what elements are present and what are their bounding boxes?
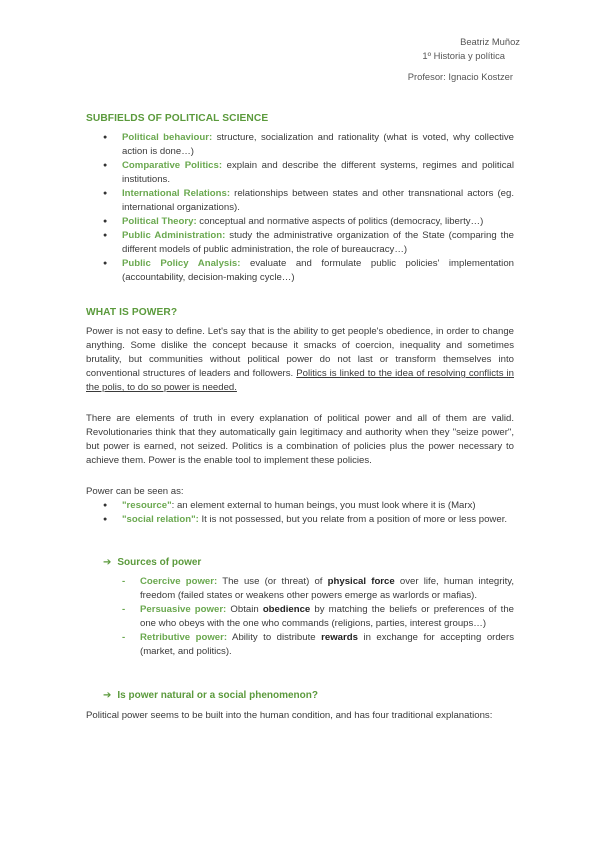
subfield-text: relationships between states and other transnational actors (eg. international organizations). <box>122 188 514 213</box>
list-item <box>86 499 514 513</box>
arrow-right-icon: ➔ <box>103 557 112 568</box>
source-pre: The use (or threat) of <box>217 576 328 587</box>
subfield-text: evaluate and formulate public policies' implementation (accountability, decision-making cycle…) <box>122 258 514 283</box>
list-item <box>122 603 514 631</box>
seen-as-list <box>86 499 514 527</box>
subfield-text: explain and describe the different systems, regimes and political institutions. <box>122 160 514 185</box>
subfield-term: Comparative Politics: <box>122 160 223 171</box>
source-post: over life, human integrity, freedom (failed states or weakens other powers emerge as warlords or mafias). <box>140 576 514 601</box>
seen-term: "social relation": <box>122 514 199 525</box>
power-heading: WHAT IS POWER? <box>86 307 178 318</box>
sources-title: Sources of power <box>117 557 202 568</box>
seen-text: It is not possessed, but you relate from a position of more or less power. <box>198 514 508 525</box>
natural-title: Is power natural or a social phenomenon? <box>117 690 318 701</box>
list-item <box>122 575 514 603</box>
source-post: in exchange for accepting orders (market, and politics). <box>140 632 515 657</box>
subfield-term: Political Theory: <box>122 216 197 227</box>
subfield-term: Public Administration: <box>122 230 226 241</box>
list-item <box>86 159 514 187</box>
power-p1-underlined: Politics is linked to the idea of resolving conflicts in the polis, to do so power is needed. <box>86 368 514 393</box>
author-name: Beatriz Muñoz <box>460 36 520 47</box>
arrow-right-icon: ➔ <box>103 690 112 701</box>
professor-label: Profesor: Ignacio Kostzer <box>407 71 513 82</box>
seen-text: : an element external to human beings, you must look where it is (Marx) <box>171 500 476 511</box>
source-term: Persuasive power: <box>140 604 227 615</box>
subfield-text: study the administrative organization of the State (comparing the different models of public administration, the role of bureaucracy…) <box>122 230 514 255</box>
list-item <box>86 229 514 257</box>
sources-heading <box>103 556 201 570</box>
list-item <box>86 257 514 285</box>
subfield-text: conceptual and normative aspects of politics (democracy, liberty…) <box>196 216 484 227</box>
subfield-term: International Relations: <box>122 188 231 199</box>
list-item <box>86 513 514 527</box>
list-item <box>86 187 514 215</box>
power-paragraph-2: There are elements of truth in every explanation of political power and all of them are valid. Revolutionaries think that they automatically gain legitimacy and authority when they "seize power", but power is earned, not seized. Politics is a combination of policies plus the power necessary to achieve them. Power is the enable tool to implement these policies. <box>86 413 514 466</box>
subfield-term: Political behaviour: <box>122 132 213 143</box>
source-pre: Obtain <box>226 604 263 615</box>
list-item <box>122 631 514 659</box>
subfields-heading: SUBFIELDS OF POLITICAL SCIENCE <box>86 113 269 124</box>
source-bold: rewards <box>321 632 358 643</box>
source-term: Coercive power: <box>140 576 218 587</box>
natural-paragraph: Political power seems to be built into the human condition, and has four traditional explanations: <box>86 710 493 721</box>
power-seen-as: Power can be seen as: <box>86 486 184 497</box>
list-item <box>86 131 514 159</box>
power-paragraph-1 <box>86 325 514 395</box>
list-item <box>86 215 514 229</box>
source-pre: Ability to distribute <box>227 632 322 643</box>
subfield-text: structure, socialization and rationality (what is voted, why collective action is done…) <box>122 132 515 157</box>
source-term: Retributive power: <box>140 632 228 643</box>
natural-heading <box>103 689 318 703</box>
seen-term: "resource" <box>122 500 172 511</box>
subfield-term: Public Policy Analysis: <box>122 258 241 269</box>
source-post: by matching the beliefs or preferences of the one who obeys with the one who commands (religions, parties, interest groups…) <box>140 604 514 629</box>
source-bold: physical force <box>327 576 395 587</box>
power-p1-text: Power is not easy to define. Let's say that is the ability to get people's obedience, in order to change anything. Some dislike the concept because it smacks of coercion, inequality and sometimes brutality, but communities without political power do not last or transform themselves into conventional structures of leaders and followers. <box>86 326 514 379</box>
subfields-list <box>86 131 514 285</box>
sources-list <box>122 575 514 659</box>
source-bold: obedience <box>262 604 311 615</box>
course-label: 1º Historia y política <box>422 50 505 61</box>
